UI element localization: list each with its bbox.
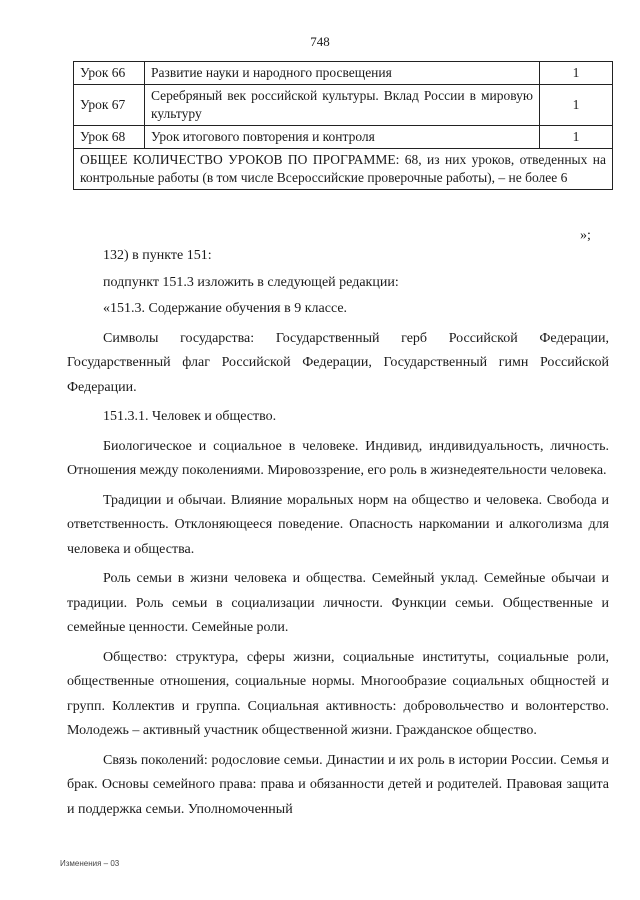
lesson-number: Урок 67 — [74, 85, 145, 126]
table-row — [74, 85, 613, 126]
table-total-row — [74, 149, 613, 190]
table-row — [74, 62, 613, 85]
lesson-topic: Серебряный век российской культуры. Вклад России в мировую культуру — [145, 85, 540, 126]
paragraph-society: Общество: структура, сферы жизни, социальные институты, социальные роли, общественные отношения, социальные нормы. Многообразие социальных общностей и групп. Коллектив и группа. Социальная активность: добровольчество и волонтерство. Молодежь – активный участник общественной жизни. Гражданское общество. — [67, 649, 609, 738]
paragraph-biological-social: Биологическое и социальное в человеке. Индивид, индивидуальность, личность. Отношения между поколениями. Мировоззрение, его роль в жизнедеятельности человека. — [67, 438, 609, 478]
paragraph-section-heading: «151.3. Содержание обучения в 9 классе. — [103, 301, 348, 316]
lessons-table — [73, 61, 613, 190]
footer-note: Изменения – 03 — [60, 859, 120, 868]
document-body — [67, 242, 609, 822]
lesson-hours: 1 — [540, 126, 613, 149]
lesson-number: Урок 66 — [74, 62, 145, 85]
lesson-topic: Развитие науки и народного просвещения — [145, 62, 540, 85]
paragraph-generations: Связь поколений: родословие семьи. Династии и их роль в истории России. Семья и брак. Основы семейного права: права и обязанности детей и родителей. Правовая защита и поддержка семьи. Уполномоченный — [67, 752, 609, 817]
paragraph-subsection-heading: 151.3.1. Человек и общество. — [103, 409, 277, 424]
paragraph-state-symbols: Символы государства: Государственный герб Российской Федерации, Государственный флаг Российской Федерации, Государственный гимн Российской Федерации. — [67, 330, 609, 395]
page-number: 748 — [310, 34, 330, 49]
lesson-hours: 1 — [540, 85, 613, 126]
lesson-number: Урок 68 — [74, 126, 145, 149]
paragraph-family-role: Роль семьи в жизни человека и общества. Семейный уклад. Семейные обычаи и традиции. Роль семьи в социализации личности. Функции семьи. Общественные и семейные ценности. Семейные роли. — [67, 571, 609, 635]
lesson-topic: Урок итогового повторения и контроля — [145, 126, 540, 149]
total-lessons-text: ОБЩЕЕ КОЛИЧЕСТВО УРОКОВ ПО ПРОГРАММЕ: 68, из них уроков, отведенных на контрольные работы (в том числе Всероссийские проверочные работы), – не более 6 — [74, 149, 613, 190]
lesson-hours: 1 — [540, 62, 613, 85]
table-row — [74, 126, 613, 149]
paragraph-traditions: Традиции и обычаи. Влияние моральных норм на общество и человека. Свобода и ответственность. Отклоняющееся поведение. Опасность наркомании и алкоголизма для человека и общества. — [67, 492, 609, 557]
paragraph-subpoint: подпункт 151.3 изложить в следующей редакции: — [103, 274, 399, 290]
paragraph-item-132: 132) в пункте 151: — [103, 248, 212, 263]
closing-quote: »; — [580, 228, 591, 243]
